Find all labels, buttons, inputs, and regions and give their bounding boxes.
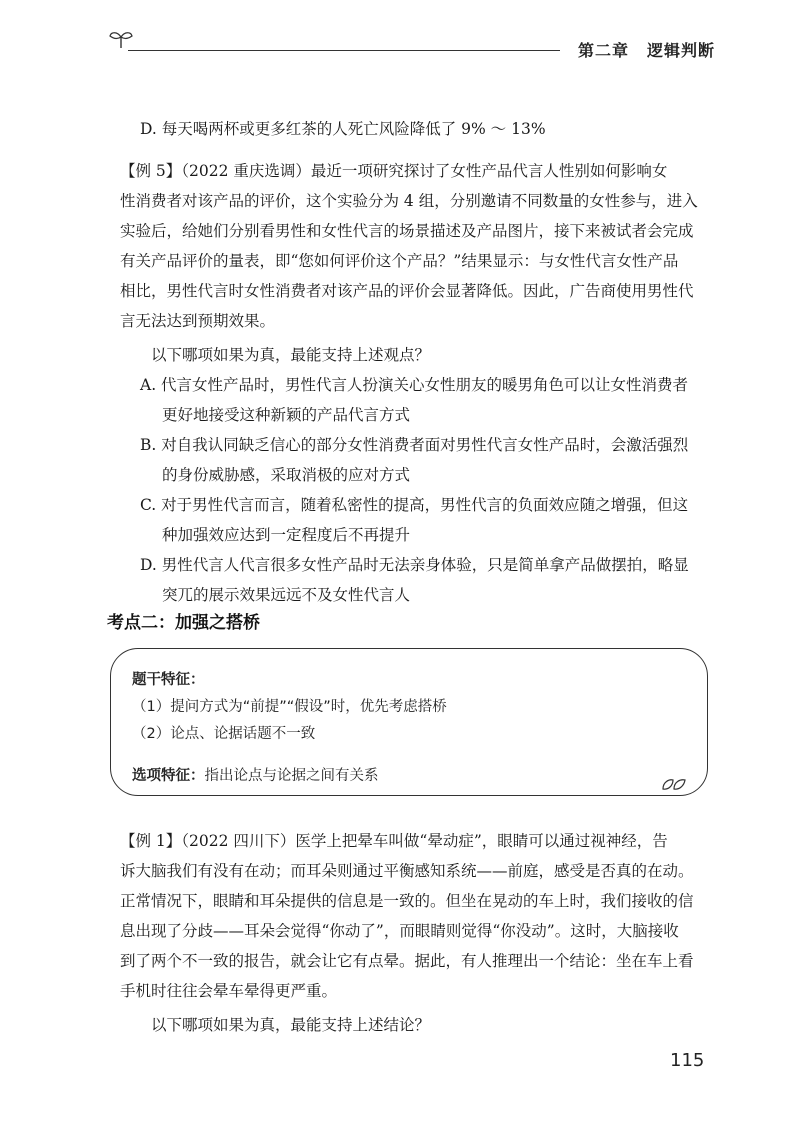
example-1-line: 手机时往往会晕车晕得更严重。: [120, 982, 338, 1000]
example-1-line: 到了两个不一致的报告，就会让它有点晕。据此，有人推理出一个结论：坐在车上看: [120, 952, 694, 970]
option-d-line1: D. 男性代言人代言很多女性产品时无法亲身体验，只是简单拿产品做摆拍，略显: [140, 556, 689, 574]
chapter-title: [578, 38, 715, 61]
prev-option-d: D. 每天喝两杯或更多红茶的人死亡风险降低了 9% ～ 13%: [140, 120, 546, 138]
example-5-line: 性消费者对该产品的评价，这个实验分为 4 组，分别邀请不同数量的女性参与，进入: [120, 192, 698, 210]
option-b-line1: B. 对自我认同缺乏信心的部分女性消费者面对男性代言女性产品时，会激活强烈: [140, 436, 689, 454]
header-rule: [128, 50, 560, 51]
example-1-line: 【例 1】（2022 四川下）医学上把晕车叫做“晕动症”，眼睛可以通过视神经，告: [120, 832, 668, 850]
option-feature-line: [132, 764, 379, 785]
example-1-line: 息出现了分歧——耳朵会觉得“你动了”，而眼睛则觉得“你没动”。这时，大脑接收: [120, 922, 679, 940]
chapter-label: 第二章: [578, 41, 630, 60]
example-5-line: 言无法达到预期效果。: [120, 312, 276, 330]
example-5-line: 相比，男性代言时女性消费者对该产品的评价会显著降低。因此，广告商使用男性代: [120, 282, 694, 300]
example-1-line: 正常情况下，眼睛和耳朵提供的信息是一致的。但坐在晃动的车上时，我们接收的信: [120, 892, 694, 910]
example-5-line: 有关产品评价的量表，即“您如何评价这个产品？”结果显示：与女性代言女性产品: [120, 252, 679, 270]
stem-feature-heading: 题干特征：: [132, 672, 205, 688]
example-1-question: 以下哪项如果为真，最能支持上述结论？: [151, 1016, 431, 1034]
option-c-line2: 种加强效应达到一定程度后不再提升: [162, 526, 411, 544]
option-d-line2: 突兀的展示效果远远不及女性代言人: [162, 586, 411, 604]
chapter-name: 逻辑判断: [647, 41, 716, 60]
page-header: [0, 0, 800, 80]
option-c-line1: C. 对于男性代言而言，随着私密性的提高，男性代言的负面效应随之增强，但这: [140, 496, 689, 514]
section-title: 考点二：加强之搭桥: [107, 613, 260, 633]
option-a-line1: A. 代言女性产品时，男性代言人扮演关心女性朋友的暖男角色可以让女性消费者: [140, 376, 689, 394]
example-5-line: 实验后，给她们分别看男性和女性代言的场景描述及产品图片，接下来被试者会完成: [120, 222, 694, 240]
option-b-line2: 的身份威胁感，采取消极的应对方式: [162, 466, 411, 484]
example-1-line: 诉大脑我们有没有在动；而耳朵则通过平衡感知系统——前庭，感受是否真的在动。: [120, 862, 694, 880]
option-a-line2: 更好地接受这种新颖的产品代言方式: [162, 406, 411, 424]
stem-feature-item: （2）论点、论据话题不一致: [132, 726, 316, 742]
stem-feature-item: （1）提问方式为“前提”“假设”时，优先考虑搭桥: [132, 699, 447, 715]
example-5-line: 【例 5】（2022 重庆选调）最近一项研究探讨了女性产品代言人性别如何影响女: [120, 162, 668, 180]
option-feature-text: 指出论点与论据之间有关系: [204, 768, 379, 784]
example-5-question: 以下哪项如果为真，最能支持上述观点？: [151, 346, 431, 364]
option-feature-heading: 选项特征：: [132, 768, 205, 784]
leaf-icon: [660, 776, 688, 792]
sprout-icon: [108, 28, 134, 50]
page-number: 115: [670, 1050, 705, 1071]
